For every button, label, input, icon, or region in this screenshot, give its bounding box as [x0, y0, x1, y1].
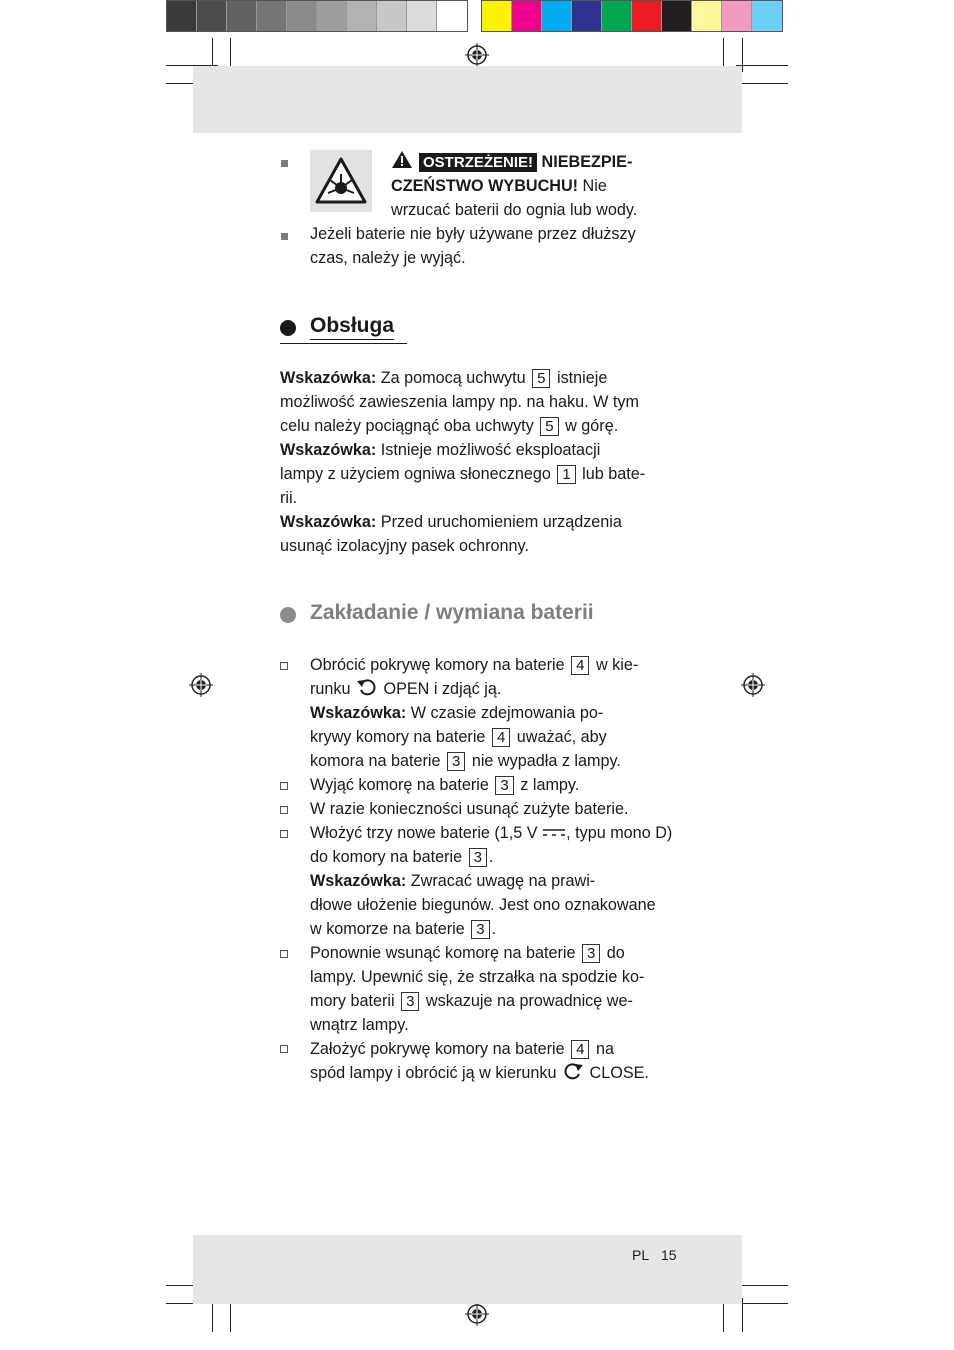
step-text: W czasie zdejmowania po-	[410, 704, 604, 722]
step-text: spód lampy i obrócić ją w kierunku	[310, 1064, 557, 1082]
grayscale-calibration-strip	[166, 0, 468, 32]
step-text: wskazuje na prowadnicę we-	[425, 992, 633, 1010]
step-text: .	[488, 848, 494, 866]
step-text: CLOSE.	[589, 1064, 649, 1082]
part-number: 5	[532, 369, 550, 388]
step-text: na	[595, 1040, 614, 1058]
crop-mark	[736, 1303, 788, 1304]
note-text: usunąć izolacyjny pasek ochronny.	[280, 537, 529, 555]
page-number: 15	[661, 1247, 677, 1263]
part-number: 1	[557, 465, 575, 484]
step-text: wnątrz lampy.	[310, 1016, 409, 1034]
step-text: , typu mono D)	[566, 824, 673, 842]
step-text: dłowe ułożenie biegunów. Jest ono oznakowane	[310, 896, 656, 914]
step-text: nie wypadła z lampy.	[471, 752, 621, 770]
section-underline	[280, 343, 407, 344]
section-bullet-icon	[280, 607, 296, 623]
part-number: 4	[492, 728, 510, 747]
note-text: Przed uruchomieniem urządzenia	[380, 513, 622, 531]
step-text: z lampy.	[520, 776, 580, 794]
rotate-clockwise-icon	[561, 1062, 585, 1080]
step-text: runku	[310, 680, 351, 698]
crop-mark	[736, 1285, 788, 1286]
part-number: 3	[447, 752, 465, 771]
part-number: 3	[495, 776, 513, 795]
step-text: Założyć pokrywę komory na baterie	[310, 1040, 565, 1058]
color-calibration-strip	[481, 0, 783, 32]
part-number: 3	[582, 944, 600, 963]
note-block	[280, 366, 670, 558]
warning-triangle-icon	[391, 150, 413, 169]
note-text: w górę.	[565, 417, 619, 435]
step-text: do	[606, 944, 625, 962]
step-text: Ponownie wsunąć komorę na baterie	[310, 944, 576, 962]
note-text: możliwość zawieszenia lampy np. na haku. W tym	[280, 393, 639, 411]
footer-band	[193, 1235, 742, 1304]
section-title: Zakładanie / wymiana baterii	[310, 601, 594, 624]
color-swatch	[692, 1, 722, 31]
list-bullet	[281, 233, 288, 240]
note-label: Wskazówka:	[280, 513, 377, 531]
color-swatch	[167, 1, 197, 31]
color-swatch	[752, 1, 782, 31]
step-bullet	[280, 1045, 288, 1053]
part-number: 5	[540, 417, 558, 436]
step-bullet	[280, 662, 288, 670]
rotate-counterclockwise-icon	[355, 678, 379, 696]
part-number: 3	[469, 848, 487, 867]
step-text: lampy. Upewnić się, że strzałka na spodzie ko-	[310, 968, 645, 986]
color-swatch	[662, 1, 692, 31]
warning-body: wrzucać baterii do ognia lub wody.	[391, 201, 638, 219]
color-swatch	[602, 1, 632, 31]
note-text: rii.	[280, 489, 298, 507]
note-label: Wskazówka:	[310, 704, 407, 722]
footer-language: PL	[632, 1247, 650, 1263]
crop-mark	[736, 83, 788, 84]
step-bullet	[280, 950, 288, 958]
color-swatch	[437, 1, 467, 31]
step-text: krywy komory na baterie	[310, 728, 486, 746]
step-text: komora na baterie	[310, 752, 441, 770]
warning-headline: NIEBEZPIE-	[541, 153, 633, 171]
crop-mark	[742, 38, 743, 72]
step-text: W razie konieczności usunąć zużyte baterie.	[310, 800, 629, 818]
list-bullet	[281, 160, 288, 167]
step-text: Włożyć trzy nowe baterie (1,5 V	[310, 824, 538, 842]
part-number: 3	[401, 992, 419, 1011]
color-swatch	[227, 1, 257, 31]
note-text: Istnieje możliwość eksploatacji	[380, 441, 601, 459]
explosion-warning-icon	[310, 150, 372, 212]
warning-headline: CZEŃSTWO WYBUCHU!	[391, 177, 579, 195]
direct-current-icon	[542, 827, 566, 837]
part-number: 4	[571, 656, 589, 675]
step-text: OPEN i zdjąć ją.	[383, 680, 502, 698]
color-swatch	[257, 1, 287, 31]
color-swatch	[407, 1, 437, 31]
registration-mark-icon	[741, 673, 765, 697]
warning-tag: OSTRZEŻENIE!	[419, 153, 537, 172]
color-swatch	[377, 1, 407, 31]
note-text: istnieje	[556, 369, 608, 387]
note-text: Za pomocą uchwytu	[380, 369, 526, 387]
step-bullet	[280, 782, 288, 790]
step-text: Obrócić pokrywę komory na baterie	[310, 656, 565, 674]
note-label: Wskazówka:	[280, 369, 377, 387]
color-swatch	[722, 1, 752, 31]
step-text: do komory na baterie	[310, 848, 463, 866]
registration-mark-icon	[465, 1302, 489, 1326]
crop-mark	[742, 1298, 743, 1332]
step-bullet	[280, 806, 288, 814]
list-item-line: czas, należy je wyjąć.	[310, 249, 466, 267]
section-bullet-icon	[280, 320, 296, 336]
color-swatch	[347, 1, 377, 31]
note-text: lampy z użyciem ogniwa słonecznego	[280, 465, 551, 483]
step-bullet	[280, 830, 288, 838]
step-text: .	[491, 920, 497, 938]
part-number: 3	[471, 920, 489, 939]
color-swatch	[512, 1, 542, 31]
color-swatch	[542, 1, 572, 31]
step-text: Wyjąć komorę na baterie	[310, 776, 489, 794]
note-text: lub bate-	[582, 465, 646, 483]
color-swatch	[197, 1, 227, 31]
color-swatch	[632, 1, 662, 31]
part-number: 4	[571, 1040, 589, 1059]
step-list	[310, 653, 680, 1085]
color-swatch	[317, 1, 347, 31]
step-text: w komorze na baterie	[310, 920, 465, 938]
section-title: Obsługa	[310, 314, 394, 340]
note-label: Wskazówka:	[280, 441, 377, 459]
color-swatch	[482, 1, 512, 31]
registration-mark-icon	[189, 673, 213, 697]
list-item-line: Jeżeli baterie nie były używane przez dłuższy	[310, 225, 636, 243]
registration-mark-icon	[465, 43, 489, 67]
note-text: celu należy pociągnąć oba uchwyty	[280, 417, 534, 435]
warning-text	[391, 150, 681, 222]
color-swatch	[572, 1, 602, 31]
step-text: Zwracać uwagę na prawi-	[410, 872, 596, 890]
note-label: Wskazówka:	[310, 872, 407, 890]
step-text: mory baterii	[310, 992, 395, 1010]
warning-body: Nie	[582, 177, 607, 195]
header-band	[193, 66, 742, 133]
step-text: uważać, aby	[516, 728, 607, 746]
color-swatch	[287, 1, 317, 31]
crop-mark	[736, 65, 788, 66]
list-item	[310, 222, 678, 270]
step-text: w kie-	[595, 656, 639, 674]
